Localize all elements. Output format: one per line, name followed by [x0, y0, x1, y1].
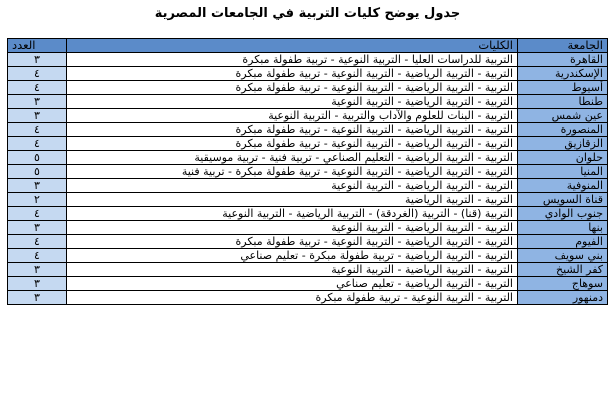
colleges-cell: التربية - البنات للعلوم والآداب والتربية - التربية النوعية — [67, 109, 518, 123]
count-cell: ٣ — [8, 53, 67, 67]
table-title: جدول يوضح كليات التربية في الجامعات المصرية — [154, 6, 461, 21]
university-cell: القاهرة — [518, 53, 608, 67]
count-cell: ٣ — [8, 179, 67, 193]
table-body — [8, 53, 608, 305]
university-cell: جنوب الوادي — [518, 207, 608, 221]
university-cell: عين شمس — [518, 109, 608, 123]
colleges-cell: التربية - التربية الرياضية - التربية النوعية — [67, 263, 518, 277]
table-row — [8, 53, 608, 67]
colleges-cell: التربية - التربية النوعية - تربية طفولة مبكرة — [67, 291, 518, 305]
colleges-cell: التربية - التربية الرياضية - التربية النوعية — [67, 221, 518, 235]
table-row — [8, 165, 608, 179]
count-cell: ٣ — [8, 263, 67, 277]
count-cell: ٥ — [8, 165, 67, 179]
university-cell: بنها — [518, 221, 608, 235]
count-cell: ٤ — [8, 81, 67, 95]
university-cell: حلوان — [518, 151, 608, 165]
table-row — [8, 95, 608, 109]
table-row — [8, 193, 608, 207]
header-university: الجامعة — [518, 39, 608, 53]
university-cell: المنيا — [518, 165, 608, 179]
count-cell: ٤ — [8, 249, 67, 263]
count-cell: ٤ — [8, 123, 67, 137]
count-cell: ٣ — [8, 277, 67, 291]
table-row — [8, 221, 608, 235]
count-cell: ٤ — [8, 137, 67, 151]
university-cell: المنوفية — [518, 179, 608, 193]
university-cell: أسيوط — [518, 81, 608, 95]
university-cell: المنصورة — [518, 123, 608, 137]
colleges-cell: التربية - التربية الرياضية - تربية طفولة مبكرة - تعليم صناعي — [67, 249, 518, 263]
table-row — [8, 151, 608, 165]
table-row — [8, 291, 608, 305]
count-cell: ٢ — [8, 193, 67, 207]
colleges-cell: التربية - التربية الرياضية - التربية النوعية — [67, 95, 518, 109]
count-cell: ٤ — [8, 67, 67, 81]
university-cell: الإسكندرية — [518, 67, 608, 81]
count-cell: ٣ — [8, 109, 67, 123]
count-cell: ٣ — [8, 95, 67, 109]
university-cell: بني سويف — [518, 249, 608, 263]
colleges-cell: التربية - التربية الرياضية - تعليم صناعي — [67, 277, 518, 291]
count-cell: ٤ — [8, 207, 67, 221]
table-row — [8, 263, 608, 277]
table-row — [8, 123, 608, 137]
colleges-cell: التربية - التربية الرياضية - التربية النوعية - تربية طفولة مبكرة — [67, 81, 518, 95]
table-header-row — [8, 39, 608, 53]
count-cell: ٣ — [8, 291, 67, 305]
university-cell: دمنهور — [518, 291, 608, 305]
colleges-cell: التربية - التربية الرياضية - التربية النوعية - تربية طفولة مبكرة — [67, 137, 518, 151]
colleges-cell: التربية - التربية الرياضية - التعليم الصناعي - تربية فنية - تربية موسيقية — [67, 151, 518, 165]
table-row — [8, 179, 608, 193]
colleges-cell: التربية (قنا) - التربية (الغردقة) - التربية الرياضية - التربية النوعية — [67, 207, 518, 221]
table-row — [8, 81, 608, 95]
header-count: العدد — [8, 39, 67, 53]
colleges-cell: التربية - التربية الرياضية — [67, 193, 518, 207]
table-row — [8, 109, 608, 123]
count-cell: ٥ — [8, 151, 67, 165]
university-cell: سوهاج — [518, 277, 608, 291]
table-row — [8, 235, 608, 249]
universities-table — [7, 38, 608, 305]
table-row — [8, 249, 608, 263]
colleges-cell: التربية - التربية الرياضية - التربية النوعية - تربية طفولة مبكرة — [67, 235, 518, 249]
table-row — [8, 137, 608, 151]
university-cell: طنطا — [518, 95, 608, 109]
university-cell: الزقازيق — [518, 137, 608, 151]
university-cell: قناة السويس — [518, 193, 608, 207]
table-row — [8, 207, 608, 221]
header-colleges: الكليات — [67, 39, 518, 53]
colleges-cell: التربية - التربية الرياضية - التربية النوعية - تربية طفولة مبكرة — [67, 67, 518, 81]
colleges-cell: التربية - التربية الرياضية - التربية النوعية — [67, 179, 518, 193]
university-cell: الفيوم — [518, 235, 608, 249]
count-cell: ٣ — [8, 221, 67, 235]
university-cell: كفر الشيخ — [518, 263, 608, 277]
colleges-cell: التربية - التربية الرياضية - التربية النوعية - تربية طفولة مبكرة - تربية فنية — [67, 165, 518, 179]
table-row — [8, 67, 608, 81]
colleges-cell: التربية للدراسات العليا - التربية النوعية - تربية طفولة مبكرة — [67, 53, 518, 67]
colleges-cell: التربية - التربية الرياضية - التربية النوعية - تربية طفولة مبكرة — [67, 123, 518, 137]
table-row — [8, 277, 608, 291]
count-cell: ٤ — [8, 235, 67, 249]
